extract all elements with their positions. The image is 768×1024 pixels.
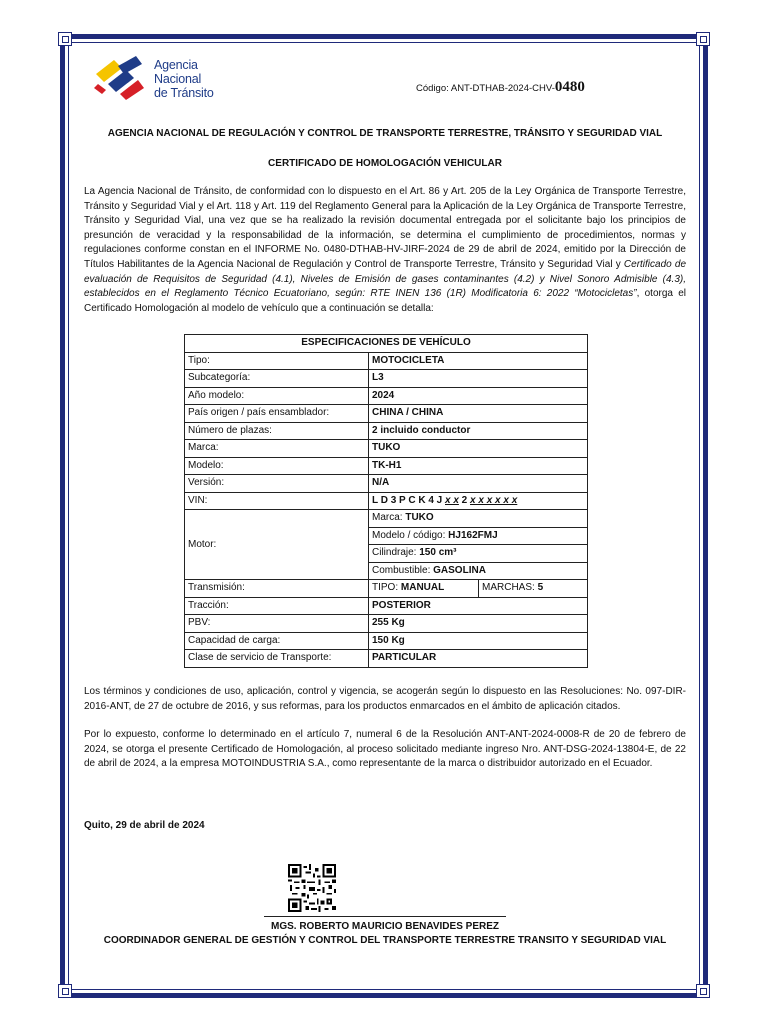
spec-table-title: ESPECIFICACIONES DE VEHÍCULO [185,335,588,353]
motor-detail-label: Modelo / código: [372,529,449,541]
spec-label: VIN: [185,492,369,510]
spec-label: Subcategoría: [185,370,369,388]
code-number: 0480 [554,79,585,95]
motor-detail [369,527,588,545]
table-row [185,510,588,528]
spec-label: Transmisión: [185,580,369,598]
spec-label: Número de plazas: [185,422,369,440]
intro-text: La Agencia Nacional de Tránsito, de conformidad con lo dispuesto en el Art. 86 y Art. 205 de la Ley Orgánica de Transporte Terrestre, Tránsito y Seguridad Vial y el Art. 118 y Art. 119 del Reglamento General para la Aplicación de la Ley Orgánica de Transporte Terrestre, Tránsito y Seguridad Vial, una vez que se ha realizado la revisión documental entregada por el solicitante bajo los principios de presunción de veracidad y la responsabilidad de la información, se determina el cumplimiento de procedimientos, normas y regulaciones conforme constan en el INFORME No. 0480-DTHAB-HV-JIRF-2024 de 29 de abril de 2024, emitido por la Dirección de Títulos Habilitantes de la Agencia Nacional de Regulación y Control de Transporte Terrestre, Tránsito y Seguridad Vial y [84,186,686,270]
agency-logo [92,54,232,104]
motor-detail-value: TUKO [405,512,434,524]
table-row [185,632,588,650]
border-corner-ornament [58,984,72,998]
table-row [185,440,588,458]
spec-value: PARTICULAR [369,650,588,668]
logo-line: Agencia [154,58,198,72]
spec-value: 2 incluido conductor [369,422,588,440]
spec-label: País origen / país ensamblador: [185,405,369,423]
spec-label: Capacidad de carga: [185,632,369,650]
transmission-type [369,580,479,598]
motor-detail-value: 150 cm³ [419,547,457,559]
code-prefix: Código: ANT-DTHAB-2024-CHV- [416,83,555,94]
border-corner-ornament [58,32,72,46]
certificate-heading: CERTIFICADO DE HOMOLOGACIÓN VEHICULAR [268,158,502,169]
table-row [185,405,588,423]
table-row [185,650,588,668]
spec-label: Versión: [185,475,369,493]
vin-part: 2 [458,494,471,506]
table-row [185,615,588,633]
vehicle-spec-table [184,334,588,668]
signer-title: COORDINADOR GENERAL DE GESTIÓN Y CONTROL DEL TRANSPORTE TERRESTRE TRANSITO Y SEGURIDAD VIAL [103,935,667,946]
table-row [185,597,588,615]
table-row [185,335,588,353]
motor-detail-value: HJ162FMJ [448,529,498,541]
spec-value: MOTOCICLETA [369,352,588,370]
agency-logo-text [154,58,214,100]
logo-line: Nacional [154,72,202,86]
spec-label: Tracción: [185,597,369,615]
transmission-gears [479,580,588,598]
table-row [185,475,588,493]
terms-paragraph: Los términos y condiciones de uso, aplicación, control y vigencia, se acogerán según lo dispuesto en las Resoluciones: No. 097-DIR-2016-ANT, de 27 de octubre de 2016, y sus reformas, para los productos enmarcados en el ámbito de aplicación citados. [84,686,686,712]
agency-logo-icon [92,54,152,102]
motor-detail-label: Cilindraje: [372,547,420,559]
spec-value: 255 Kg [369,615,588,633]
certificate-code [416,80,585,96]
table-row [185,457,588,475]
vin-part: x x x x x x [470,494,518,506]
transmission-gears-value: 5 [537,582,544,594]
table-row [185,492,588,510]
spec-value: TK-H1 [369,457,588,475]
transmission-type-label: TIPO: [372,582,401,594]
spec-label: Marca: [185,440,369,458]
motor-detail-label: Combustible: [372,564,434,576]
issue-date: Quito, 29 de abril de 2024 [84,820,205,831]
spec-value: L3 [369,370,588,388]
table-row [185,370,588,388]
border-corner-ornament [696,984,710,998]
spec-value: TUKO [369,440,588,458]
vin-value [369,492,588,510]
spec-value: CHINA / CHINA [369,405,588,423]
spec-value: N/A [369,475,588,493]
motor-detail-label: Marca: [372,512,406,524]
spec-label: PBV: [185,615,369,633]
transmission-gears-label: MARCHAS: [482,582,538,594]
vin-part: x x [445,494,459,506]
spec-label: Tipo: [185,352,369,370]
qr-code-icon [288,864,336,912]
table-row [185,387,588,405]
spec-label: Modelo: [185,457,369,475]
motor-detail [369,562,588,580]
signature-line [264,916,506,917]
border-corner-ornament [696,32,710,46]
signer-name: MGS. ROBERTO MAURICIO BENAVIDES PEREZ [271,921,499,932]
motor-detail [369,545,588,563]
table-row [185,352,588,370]
table-row [185,580,588,598]
spec-label: Año modelo: [185,387,369,405]
spec-label: Motor: [185,510,369,580]
spec-value: POSTERIOR [369,597,588,615]
vin-part: L D 3 P C K 4 J [372,494,445,506]
agency-heading: AGENCIA NACIONAL DE REGULACIÓN Y CONTROL DE TRANSPORTE TERRESTRE, TRÁNSITO Y SEGURIDAD VIAL [107,128,663,139]
grant-paragraph: Por lo expuesto, conforme lo determinado en el artículo 7, numeral 6 de la Resolución ANT-ANT-2024-0008-R de 20 de febrero de 2024, se otorga el presente Certificado de Homologación, al proceso solicitado mediante ingreso Nro. ANT-DSG-2024-13804-E, de 22 de abril de 2024, a la empresa MOTOINDUSTRIA S.A., como representante de la marca o distribuidor autorizado en el Ecuador. [84,729,686,770]
spec-value: 150 Kg [369,632,588,650]
transmission-type-value: MANUAL [400,582,445,594]
table-row [185,422,588,440]
intro-italic-text: Certificado de evaluación de Requisitos de Seguridad (4.1), Niveles de Emisión de gases contaminantes (4.2) y Nivel Sonoro Admisible (4.3), establecidos en el Reglamento Técnico Ecuatoriano, según: RTE INEN 136 (1R) Modificatoria 6: 2022 “Motocicletas” [84,258,687,300]
logo-line: de Tránsito [154,86,214,100]
motor-detail [369,510,588,528]
motor-detail-value: GASOLINA [433,564,486,576]
intro-text-end: , otorga el Certificado Homologación al modelo de vehículo que a continuación se detalla: [84,288,686,314]
intro-paragraph [84,185,686,316]
spec-value: 2024 [369,387,588,405]
spec-label: Clase de servicio de Transporte: [185,650,369,668]
